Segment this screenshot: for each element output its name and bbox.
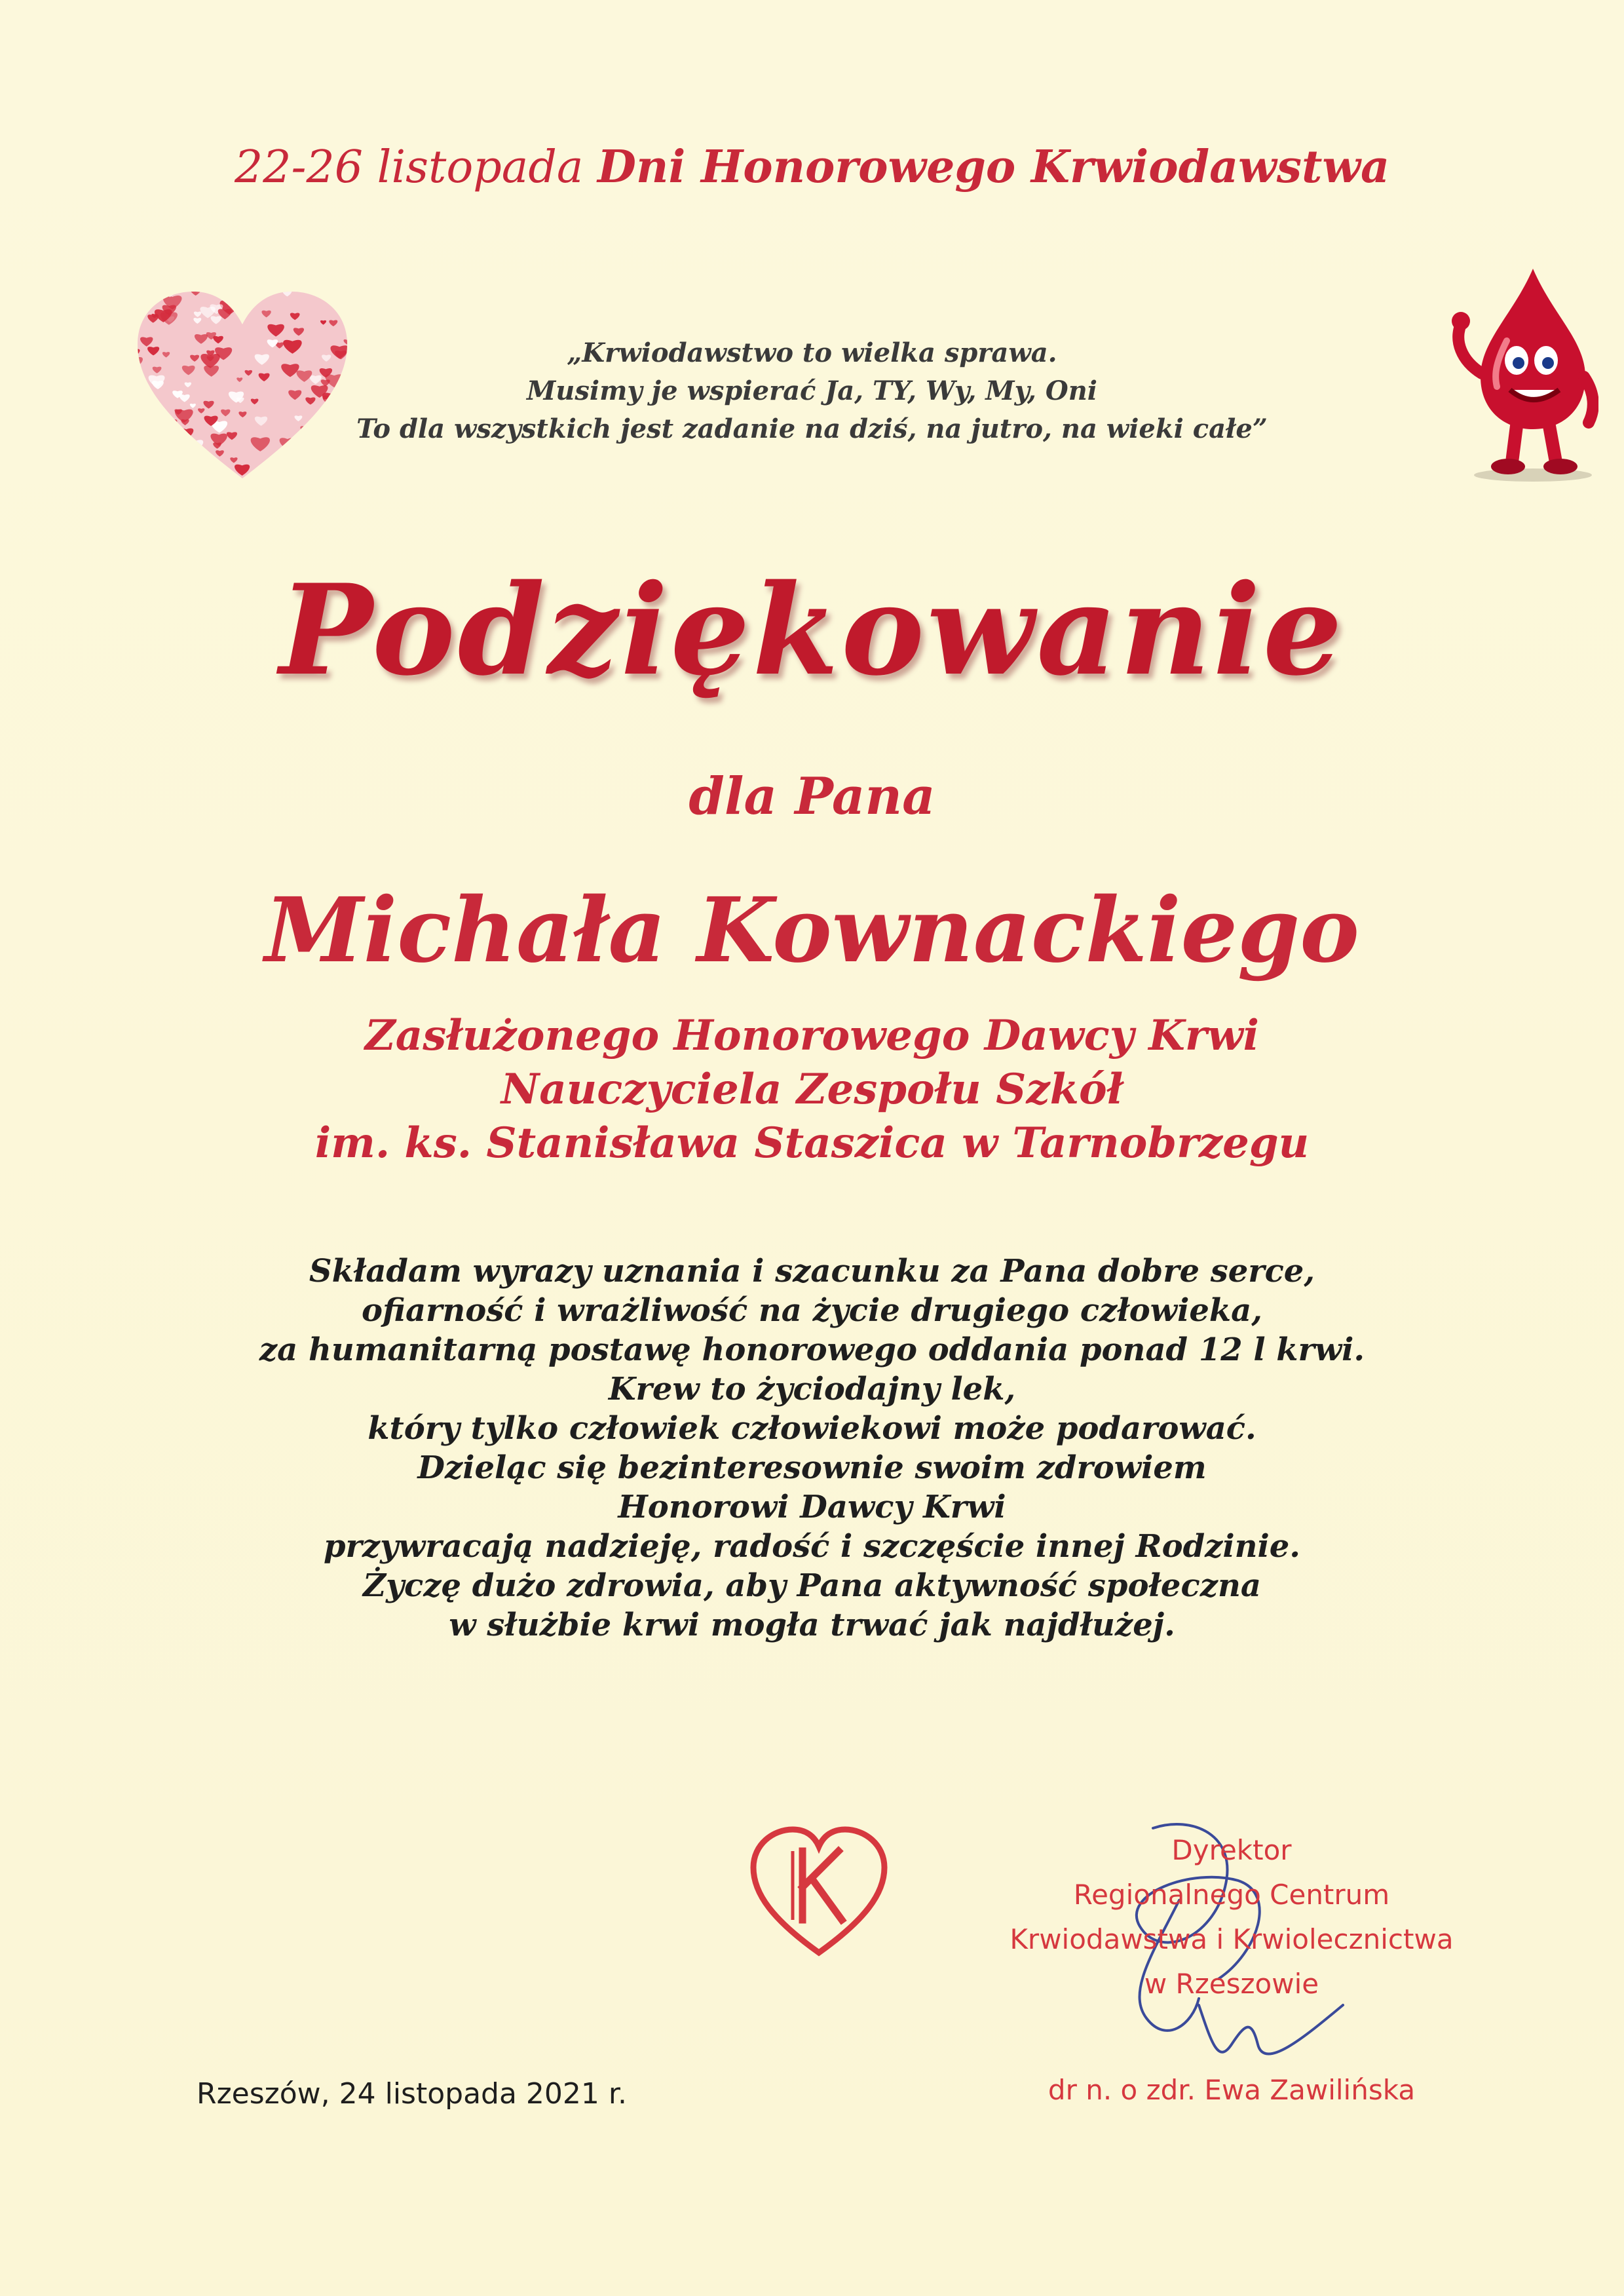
- k-heart-logo-icon: [747, 1822, 891, 1966]
- motto-line: Musimy je wspierać Ja, TY, Wy, My, Oni: [527, 375, 1097, 406]
- signatory-position: [871, 1828, 1592, 2006]
- recipient-title-line: im. ks. Stanisława Staszica w Tarnobrzegu: [314, 1119, 1310, 1168]
- event-dates: 22-26 listopada: [234, 142, 584, 193]
- body-line: Życzę dużo zdrowia, aby Pana aktywność społeczna: [363, 1567, 1261, 1604]
- recipient-title-line: Zasłużonego Honorowego Dawcy Krwi: [365, 1011, 1259, 1060]
- mini-heart: [235, 292, 248, 302]
- body-line: za humanitarną postawę honorowego oddania ponad 12 l krwi.: [259, 1331, 1365, 1368]
- mini-heart: [236, 297, 246, 305]
- mini-heart: [249, 292, 259, 299]
- mini-heart: [240, 294, 251, 302]
- signature-line: w Rzeszowie: [1144, 1968, 1319, 2000]
- body-line: w służbie krwi mogła trwać jak najdłużej.: [449, 1607, 1175, 1643]
- body-line: Honorowi Dawcy Krwi: [618, 1489, 1006, 1525]
- mini-heart: [274, 468, 282, 473]
- mini-heart: [134, 313, 143, 320]
- signature-line: Krwiodawstwa i Krwiolecznictwa: [1010, 1923, 1454, 1955]
- mini-heart: [301, 482, 308, 485]
- signature-line: Dyrektor: [1171, 1834, 1292, 1866]
- signatory-name: dr n. o zdr. Ewa Zawilińska: [1048, 2074, 1416, 2106]
- motto-line: To dla wszystkich jest zadanie na dziś, na jutro, na wieki całe”: [356, 413, 1268, 444]
- mini-heart: [180, 450, 189, 456]
- mini-heart: [245, 297, 257, 306]
- signature-line: Regionalnego Centrum: [1073, 1879, 1390, 1911]
- mini-heart: [210, 465, 226, 476]
- mini-heart: [273, 289, 278, 294]
- body-line: ofiarność i wrażliwość na życie drugiego człowieka,: [362, 1292, 1262, 1329]
- motto-line: „Krwiodawstwo to wielka sprawa.: [567, 337, 1057, 368]
- mini-heart: [192, 473, 206, 484]
- body-line: przywracają nadzieję, radość i szczęście innej Rodzinie.: [323, 1528, 1301, 1565]
- body-line: Składam wyrazy uznania i szacunku za Pana dobre serce,: [309, 1253, 1315, 1290]
- recipient-prefix: dla Pana: [689, 767, 935, 826]
- mini-heart: [162, 478, 170, 484]
- mini-heart: [347, 290, 350, 295]
- motto-quote: [0, 334, 1624, 448]
- place-and-date: Rzeszów, 24 listopada 2021 r.: [197, 2077, 627, 2111]
- certificate-title: Podziękowanie: [279, 557, 1345, 703]
- recipient-name: Michała Kownackiego: [265, 878, 1359, 983]
- blood-drop-mascot-icon: [1435, 262, 1598, 485]
- mini-heart: [335, 468, 350, 481]
- mini-heart: [343, 288, 350, 294]
- recipient-titles: [0, 1009, 1624, 1170]
- body-line: Dzieląc się bezinteresownie swoim zdrowiem: [417, 1449, 1207, 1486]
- recipient-title-line: Nauczyciela Zespołu Szkół: [500, 1065, 1124, 1114]
- mini-heart: [280, 475, 295, 485]
- mini-heart: [276, 470, 285, 476]
- event-name: Dni Honorowego Krwiodawstwa: [597, 141, 1390, 193]
- acknowledgement-text: [0, 1252, 1624, 1645]
- mini-heart: [226, 475, 235, 482]
- mini-heart: [169, 452, 179, 459]
- event-header: [0, 141, 1624, 193]
- body-line: Krew to życiodajny lek,: [608, 1371, 1016, 1407]
- body-line: który tylko człowiek człowiekowi może podarować.: [368, 1410, 1256, 1447]
